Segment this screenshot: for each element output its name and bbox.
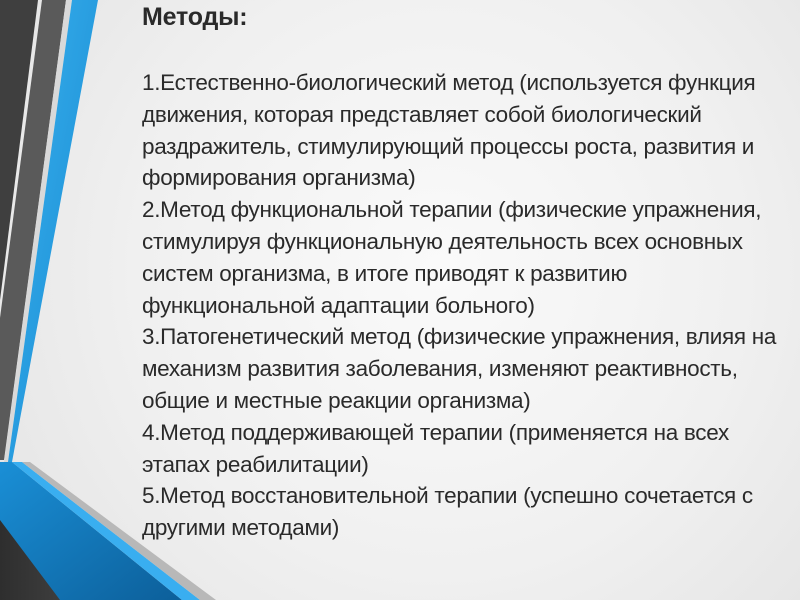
method-item-1: 1.Естественно-биологический метод (используется функция движения, которая представляет собой биологический раздражитель, стимулирующий процессы роста, развития и формирования организма) [142,70,756,191]
methods-list [142,67,796,544]
method-item-2: 2.Метод функциональной терапии (физические упражнения, стимулируя функциональную деятельность всех основных систем организма, в итоге приводят к развитию функциональной адаптации больного) [142,197,762,318]
method-item-5: 5.Метод восстановительной терапии (успешно сочетается с другими методами) [142,483,753,541]
method-item-4: 4.Метод поддерживающей терапии (применяется на всех этапах реабилитации) [142,419,729,477]
slide-title: Методы: [142,3,248,31]
slide-content [142,2,796,544]
method-item-3: 3.Патогенетический метод (физические упражнения, влияя на механизм развития заболевания, изменяют реактивность, общие и местные реакции организма) [142,324,777,413]
